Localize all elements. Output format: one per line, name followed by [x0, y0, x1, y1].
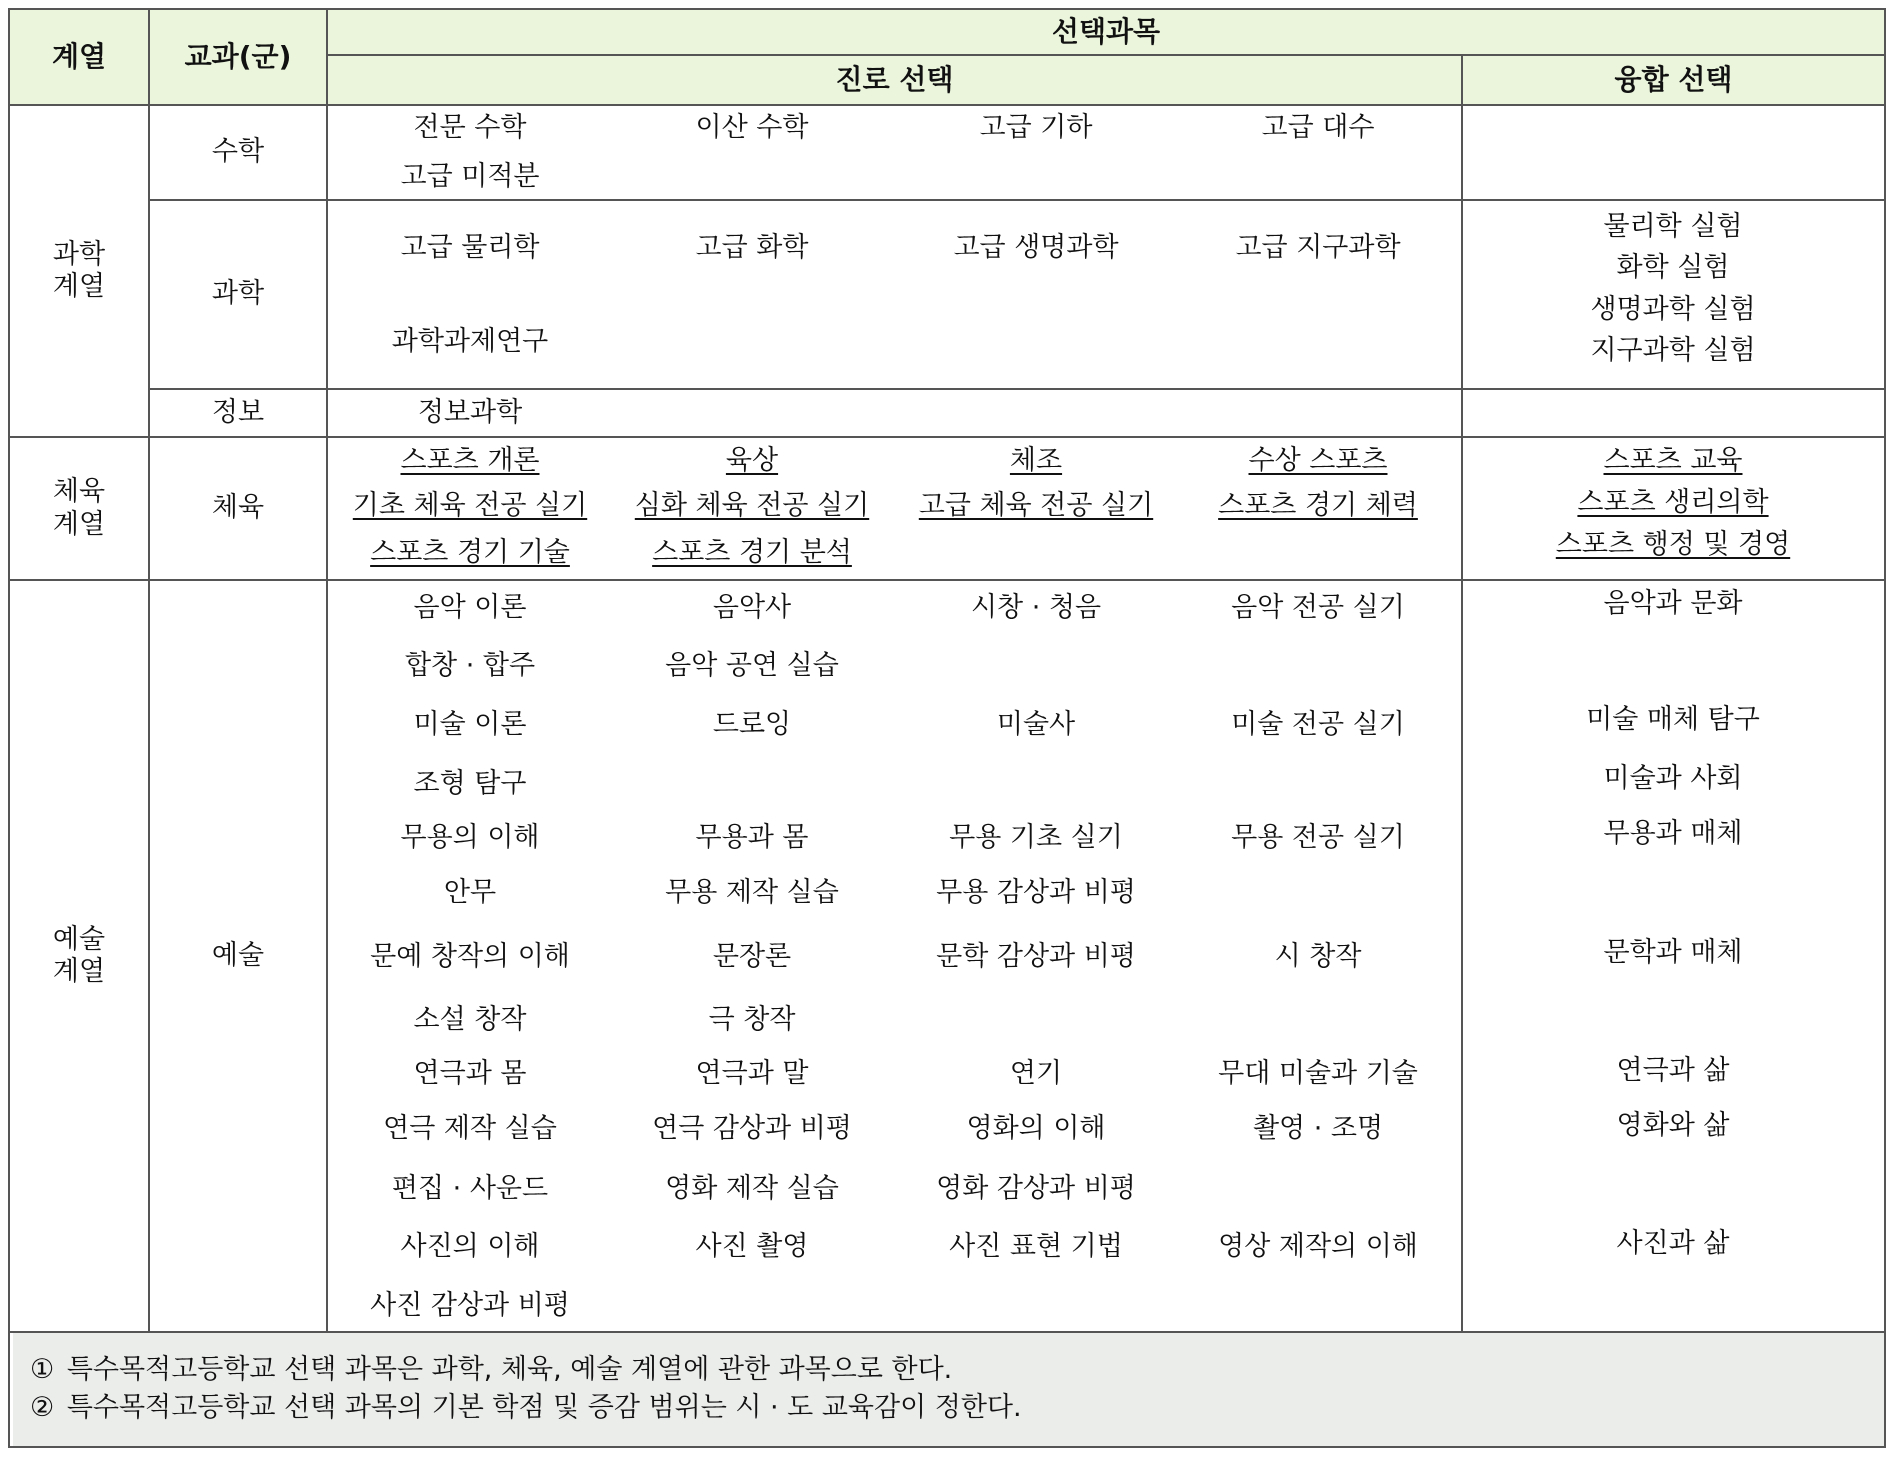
arts-career-course: 미술사 — [996, 709, 1076, 740]
arts-career-course: 드로잉 — [712, 709, 792, 740]
note-1-text: 특수목적고등학교 선택 과목은 과학, 체육, 예술 계열에 관한 과목으로 한다. — [66, 1354, 953, 1385]
border-col-group — [326, 8, 328, 1332]
science-fusion-course: 지구과학 실험 — [1590, 335, 1756, 366]
note-2-text: 특수목적고등학교 선택 과목의 기본 학점 및 증감 범위는 시 · 도 교육감이 정한다. — [66, 1392, 1022, 1423]
info-career-course: 정보과학 — [417, 397, 523, 428]
arts-career-course: 합창 · 합주 — [404, 650, 536, 681]
science-career-course: 과학과제연구 — [391, 326, 549, 357]
arts-career-course: 영화의 이해 — [966, 1113, 1106, 1144]
series-science: 과학 계열 — [52, 238, 106, 302]
pe-career-course: 체조 — [1009, 445, 1063, 476]
pe-fusion-course: 스포츠 교육 — [1603, 445, 1743, 476]
arts-career-course: 사진 촬영 — [695, 1231, 809, 1262]
arts-fusion-course: 무용과 매체 — [1603, 818, 1743, 849]
arts-career-course: 음악사 — [712, 592, 792, 623]
border-science-bottom — [149, 388, 1885, 390]
arts-career-course: 소설 창작 — [413, 1004, 527, 1035]
pe-career-course: 기초 체육 전공 실기 — [352, 490, 588, 521]
border-arts-bottom — [9, 1331, 1885, 1333]
arts-career-course: 미술 이론 — [413, 709, 527, 740]
science-career-course: 고급 생명과학 — [953, 232, 1119, 263]
border-info-bottom — [9, 436, 1885, 438]
pe-career-course: 스포츠 경기 분석 — [652, 537, 852, 568]
arts-fusion-course: 미술 매체 탐구 — [1586, 704, 1760, 735]
arts-career-course: 문장론 — [712, 941, 792, 972]
note-1-mark: ① — [30, 1354, 55, 1385]
arts-career-course: 연극 제작 실습 — [383, 1113, 557, 1144]
border-pe-bottom — [9, 579, 1885, 581]
arts-fusion-course: 연극과 삶 — [1616, 1055, 1730, 1086]
science-fusion-course: 화학 실험 — [1616, 252, 1730, 283]
header-fusion-elective: 융합 선택 — [1614, 63, 1733, 97]
header-elective: 선택과목 — [1051, 15, 1161, 49]
pe-career-course: 육상 — [725, 445, 779, 476]
arts-career-course: 문예 창작의 이해 — [370, 941, 570, 972]
group-arts: 예술 — [211, 939, 265, 971]
math-career-course: 고급 미적분 — [400, 161, 540, 192]
group-math: 수학 — [211, 136, 265, 168]
header-career-elective: 진로 선택 — [835, 63, 954, 97]
border-bottom — [9, 1446, 1885, 1448]
arts-fusion-course: 미술과 사회 — [1603, 763, 1743, 794]
arts-career-course: 연극 감상과 비평 — [652, 1113, 852, 1144]
science-fusion-course: 생명과학 실험 — [1590, 294, 1756, 325]
arts-career-course: 음악 이론 — [413, 592, 527, 623]
pe-career-course: 스포츠 개론 — [400, 445, 540, 476]
border-top — [9, 8, 1885, 10]
arts-career-course: 안무 — [443, 877, 497, 908]
border-math-bottom — [149, 199, 1885, 201]
arts-career-course: 연극과 몸 — [413, 1058, 527, 1089]
group-science: 과학 — [211, 278, 265, 310]
arts-career-course: 무용 제작 실습 — [665, 877, 839, 908]
arts-fusion-course: 문학과 매체 — [1603, 937, 1743, 968]
arts-career-course: 연기 — [1009, 1058, 1063, 1089]
border-header-bottom — [9, 104, 1885, 106]
arts-career-course: 무용 기초 실기 — [949, 822, 1123, 853]
arts-career-course: 무용과 몸 — [695, 822, 809, 853]
note-2-mark: ② — [30, 1392, 55, 1423]
pe-fusion-course: 스포츠 행정 및 경영 — [1555, 529, 1791, 560]
note-2 — [30, 1390, 1022, 1426]
arts-career-course: 조형 탐구 — [413, 768, 527, 799]
notes-background — [13, 1332, 1885, 1446]
pe-career-course: 고급 체육 전공 실기 — [918, 490, 1154, 521]
pe-fusion-course: 스포츠 생리의학 — [1577, 487, 1769, 518]
arts-career-course: 시 창작 — [1274, 941, 1362, 972]
border-right — [1884, 8, 1886, 1448]
arts-career-course: 사진 감상과 비평 — [370, 1290, 570, 1321]
border-col-fusion — [1461, 54, 1463, 1332]
header-series: 계열 — [51, 40, 107, 74]
note-1 — [30, 1352, 952, 1388]
pe-career-course: 스포츠 경기 기술 — [370, 537, 570, 568]
arts-career-course: 시창 · 청음 — [970, 592, 1102, 623]
arts-career-course: 영화 감상과 비평 — [936, 1173, 1136, 1204]
arts-career-course: 사진 표현 기법 — [949, 1231, 1123, 1262]
science-career-course: 고급 지구과학 — [1235, 232, 1401, 263]
science-career-course: 고급 물리학 — [400, 232, 540, 263]
arts-career-course: 촬영 · 조명 — [1252, 1113, 1384, 1144]
arts-career-course: 무대 미술과 기술 — [1218, 1058, 1418, 1089]
arts-fusion-course: 사진과 삶 — [1616, 1228, 1730, 1259]
arts-career-course: 극 창작 — [708, 1004, 796, 1035]
arts-career-course: 미술 전공 실기 — [1231, 709, 1405, 740]
arts-career-course: 문학 감상과 비평 — [936, 941, 1136, 972]
pe-career-course: 수상 스포츠 — [1248, 445, 1388, 476]
arts-career-course: 연극과 말 — [695, 1058, 809, 1089]
arts-career-course: 영상 제작의 이해 — [1218, 1231, 1418, 1262]
group-info: 정보 — [211, 396, 265, 428]
arts-career-course: 음악 전공 실기 — [1231, 592, 1405, 623]
arts-career-course: 편집 · 사운드 — [391, 1173, 549, 1204]
arts-career-course: 영화 제작 실습 — [665, 1173, 839, 1204]
border-header-split — [327, 54, 1885, 56]
science-career-course: 고급 화학 — [695, 232, 809, 263]
arts-career-course: 무용 감상과 비평 — [936, 877, 1136, 908]
border-col-series — [148, 8, 150, 1332]
math-career-course: 이산 수학 — [695, 112, 809, 143]
arts-career-course: 무용의 이해 — [400, 822, 540, 853]
arts-fusion-course: 영화와 삶 — [1616, 1110, 1730, 1141]
pe-career-course: 심화 체육 전공 실기 — [634, 490, 870, 521]
header-subject-group: 교과(군) — [184, 40, 292, 74]
group-pe: 체육 — [211, 492, 265, 524]
arts-career-course: 사진의 이해 — [400, 1231, 540, 1262]
math-career-course: 고급 기하 — [979, 112, 1093, 143]
series-arts: 예술 계열 — [52, 923, 106, 987]
arts-career-course: 무용 전공 실기 — [1231, 822, 1405, 853]
arts-career-course: 음악 공연 실습 — [665, 650, 839, 681]
series-pe: 체육 계열 — [52, 476, 106, 540]
border-left — [8, 8, 10, 1448]
math-career-course: 고급 대수 — [1261, 112, 1375, 143]
science-fusion-course: 물리학 실험 — [1603, 211, 1743, 242]
arts-fusion-course: 음악과 문화 — [1603, 588, 1743, 619]
math-career-course: 전문 수학 — [413, 112, 527, 143]
pe-career-course: 스포츠 경기 체력 — [1218, 490, 1418, 521]
